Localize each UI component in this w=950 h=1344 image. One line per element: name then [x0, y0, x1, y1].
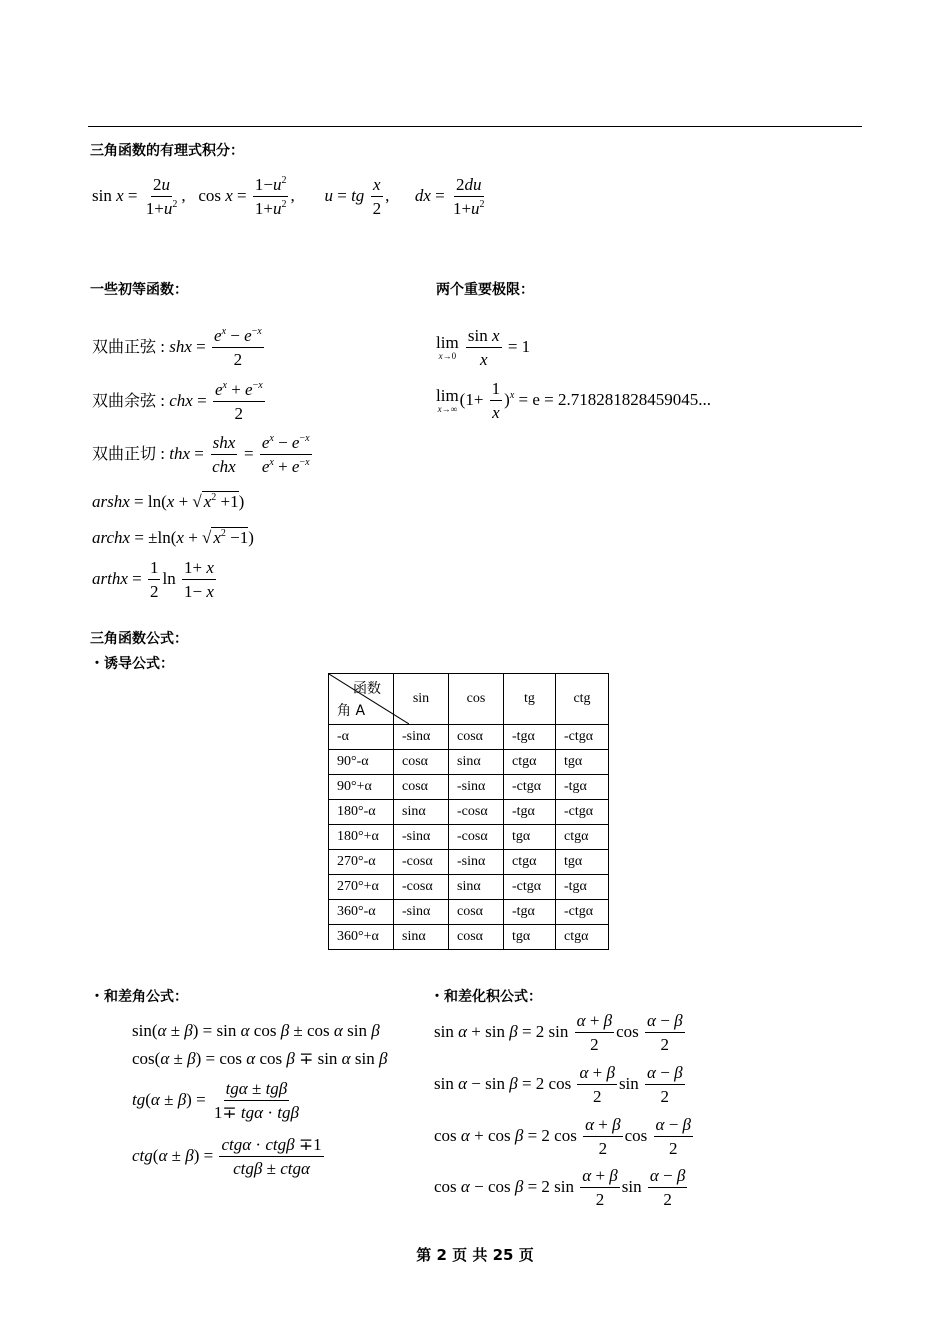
formula-arcosh: archx = ±ln(x + √ $x^2 -1$) [92, 528, 254, 547]
heading-induction: ・诱导公式： [90, 656, 174, 672]
angle-cell: 180°-α [329, 800, 394, 825]
formula-sin-sum: sin(α ± β) = sin α cos β ± cos α sin β [132, 1021, 380, 1040]
angle-cell: 180°+α [329, 825, 394, 850]
value-cell: ctgα [556, 925, 609, 950]
angle-cell: 360°+α [329, 925, 394, 950]
induction-table [328, 673, 609, 950]
value-cell: ctgα [504, 750, 556, 775]
value-cell: -cosα [449, 825, 504, 850]
formula-cos-plus-cos: cos α + cos β = 2 cos $\frac{\alpha + \beta}{2}$ cos $\frac{\alpha - \beta}{2}$ [434, 1115, 691, 1158]
value-cell: tgα [504, 825, 556, 850]
value-cell: -tgα [504, 725, 556, 750]
value-cell: cosα [394, 750, 449, 775]
value-cell: -tgα [504, 900, 556, 925]
angle-cell: 270°-α [329, 850, 394, 875]
value-cell: -tgα [556, 775, 609, 800]
value-cell: sinα [449, 750, 504, 775]
formula-cos-minus-cos: cos α − cos β = 2 sin $\frac{\alpha + \beta}{2}$ sin $\frac{\alpha - \beta}{2}$ [434, 1166, 686, 1209]
column-header: tg [504, 674, 556, 725]
formula-sinh: 双曲正弦 : shx = $\frac{e^x - e^{-x}}{2}$ [92, 326, 262, 369]
table-row [329, 875, 609, 900]
value-cell: ctgα [504, 850, 556, 875]
table-row [329, 750, 609, 775]
formula-ctg-sum: ctg(α ± β) = $\frac{\text{ctgα · ctgβ ∓1}}{\text{ctgβ ± ctgα}}$ [132, 1135, 322, 1178]
formula-sin-minus-sin: sin α − sin β = 2 cos $\frac{\alpha + \beta}{2}$ sin $\frac{\alpha - \beta}{2}$ [434, 1063, 683, 1106]
value-cell: sinα [449, 875, 504, 900]
value-cell: -cosα [394, 850, 449, 875]
table-row [329, 825, 609, 850]
value-cell: cosα [449, 725, 504, 750]
page-footer: 第 2 页 共 25 页 [416, 1246, 534, 1264]
formula-tanh: 双曲正切 : thx = $\frac{\text{shx}}{\text{chx}}$ = $\frac{e^x - e^{-x}}{e^x + e^{-x}}$ [92, 433, 310, 476]
table-row [329, 725, 609, 750]
value-cell: cosα [394, 775, 449, 800]
value-cell: -sinα [394, 725, 449, 750]
value-cell: -ctgα [504, 775, 556, 800]
table-row [329, 925, 609, 950]
table-row [329, 900, 609, 925]
heading-sum-diff: ・和差角公式： [90, 989, 188, 1005]
value-cell: -sinα [394, 825, 449, 850]
column-header: cos [449, 674, 504, 725]
value-cell: -sinα [394, 900, 449, 925]
heading-important-limits: 两个重要极限： [436, 282, 534, 298]
value-cell: -cosα [394, 875, 449, 900]
value-cell: -tgα [556, 875, 609, 900]
formula-limit-e: lim x→∞ (1+ $\frac{1}{x}$ )$^x$ = e = 2.718281828459045... [436, 379, 712, 422]
formula-cos-sum: cos(α ± β) = cos α cos β ∓ sin α sin β [132, 1049, 388, 1068]
corner-bottom-label: 角 A [337, 703, 366, 719]
heading-rational-integral: 三角函数的有理式积分： [90, 143, 244, 159]
value-cell: -sinα [449, 850, 504, 875]
heading-elementary-functions: 一些初等函数： [90, 282, 188, 298]
value-cell: -tgα [504, 800, 556, 825]
value-cell: sinα [394, 925, 449, 950]
column-header: ctg [556, 674, 609, 725]
formula-tg-sum: tg(α ± β) = $\frac{\text{tgα ± tgβ}}{\text{1∓ tgα · tgβ}}$ [132, 1079, 299, 1122]
angle-cell: 90°-α [329, 750, 394, 775]
value-cell: cosα [449, 900, 504, 925]
angle-cell: 360°-α [329, 900, 394, 925]
value-cell: ctgα [556, 825, 609, 850]
table-row [329, 800, 609, 825]
heading-sum-to-product: ・和差化积公式： [430, 989, 542, 1005]
heading-trig-formulas: 三角函数公式： [90, 631, 188, 647]
angle-cell: -α [329, 725, 394, 750]
top-rule [88, 126, 862, 127]
formula-arsinh: arshx = ln(x + √ $x^2 +1$) [92, 492, 245, 511]
formula-rational-substitution: sin x = $\frac{2u}{1+u^2}$ , cos x = $\frac{1-u^2}{1+u^2}$ , u = tg $\frac{x}{2}$ , dx = $\frac{2du}{1+u^2}$ [92, 175, 485, 218]
value-cell: tgα [556, 750, 609, 775]
corner-top-label: 函数 [353, 681, 381, 697]
formula-limit-sinx: lim x→0 $\frac{\text{sin x}}{x}$ = 1 [436, 326, 531, 369]
formula-sin-plus-sin: sin α + sin β = 2 sin $\frac{\alpha + \beta}{2}$ cos $\frac{\alpha - \beta}{2}$ [434, 1011, 683, 1054]
column-header: sin [394, 674, 449, 725]
angle-cell: 270°+α [329, 875, 394, 900]
formula-artanh: arthx = $\frac{1}{2}$ ln $\frac{1+ x}{1- x}$ [92, 558, 214, 601]
value-cell: -ctgα [556, 900, 609, 925]
value-cell: sinα [394, 800, 449, 825]
table-header-row [329, 674, 609, 725]
table-corner-cell [329, 674, 394, 725]
value-cell: -ctgα [556, 725, 609, 750]
table-row [329, 775, 609, 800]
value-cell: -cosα [449, 800, 504, 825]
value-cell: cosα [449, 925, 504, 950]
value-cell: tgα [504, 925, 556, 950]
value-cell: -sinα [449, 775, 504, 800]
angle-cell: 90°+α [329, 775, 394, 800]
value-cell: -ctgα [556, 800, 609, 825]
value-cell: -ctgα [504, 875, 556, 900]
value-cell: tgα [556, 850, 609, 875]
formula-cosh: 双曲余弦 : chx = $\frac{e^x + e^{-x}}{2}$ [92, 380, 263, 423]
table-row [329, 850, 609, 875]
